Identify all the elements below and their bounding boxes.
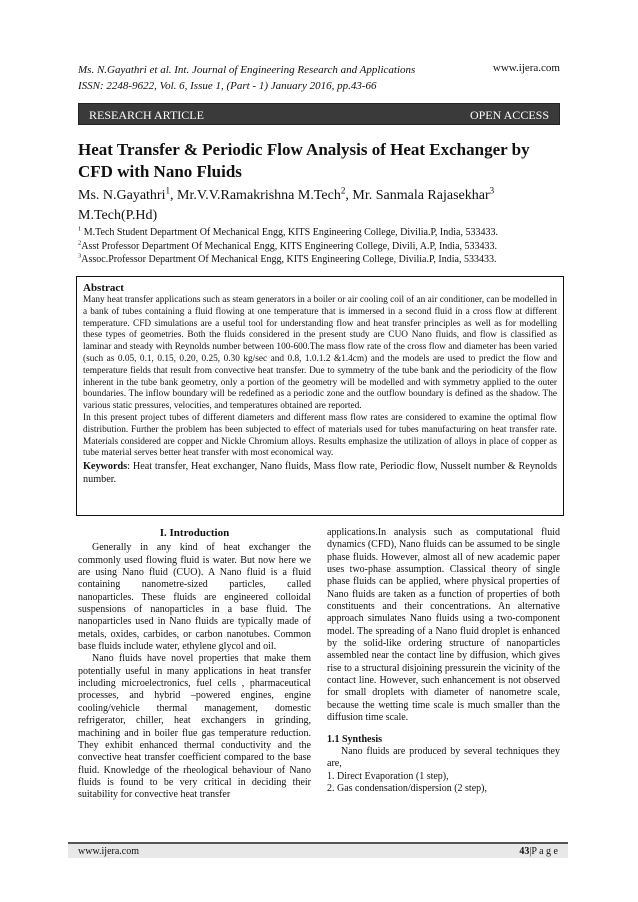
page-number-value: 43 xyxy=(519,846,530,857)
author-3: , Mr. Sanmala Rajasekhar xyxy=(345,188,490,203)
research-article-label: RESEARCH ARTICLE xyxy=(89,108,204,122)
citation-line-1: Ms. N.Gayathri et al. Int. Journal of Engineering Research and Applications xyxy=(78,64,416,76)
synthesis-list-item-2: 2. Gas condensation/dispersion (2 step), xyxy=(327,782,487,794)
page-number-label: |P a g e xyxy=(529,846,558,857)
section-heading-introduction: I. Introduction xyxy=(159,527,230,539)
open-access-label: OPEN ACCESS xyxy=(469,108,549,122)
paper-title: Heat Transfer & Periodic Flow Analysis of Heat Exchanger by CFD with Nano Fluids xyxy=(78,140,530,181)
abstract-paragraph-1: Many heat transfer applications such as steam generators in a boiler or air cooling coil of an air conditioner, can be modelled in a bank of tubes containing a fluid flowing at one temperature that is immersed in a second fluid in a cross flow at different temperature. CFD simulations are a useful tool for understanding flow and heat transfer principles as well as for modelling these types of geometries. Both the fluids considered in the present study are CUO Nano fluids, and flow is classified as laminar and steady with Reynolds number between 100-600.The mass flow rate of the cross flow and diameter has been varied (such as 0.05, 0.1, 0.15, 0.20, 0.25, 0.30 kg/sec and 0.8, 1.0.1.2 &1.4cm) and the models are used to predict the flow and temperature fields that result from convective heat transfer. Due to symmetry of the tube bank and the periodicity of the flow inherent in the tube bank geometry, only a portion of the geometry will be modelled and with symmetry applied to the outer boundaries. The inflow boundary will be redefined as a periodic zone and the outflow boundary is defined as the shadow. The various static pressures, velocities, and temperatures obtained are reported. xyxy=(83,295,557,412)
keywords-label: Keywords xyxy=(83,461,128,473)
abstract-box xyxy=(76,276,564,516)
synthesis-paragraph: Nano fluids are produced by several techniques they are, xyxy=(327,745,560,770)
intro-paragraph-2: Nano fluids have novel properties that make them potentially useful in many applications in heat transfer including microelectronics, fuel cells , pharmaceutical processes, and hybrid –powered engines, engine cooling/vehicle thermal management, domestic refrigerator, chiller, heat exchangers in grinding, machining and in boiler flue gas temperature reduction. They exhibit enhanced thermal conductivity and the convective heat transfer coefficient compared to the base fluid. Knowledge of the rheological behaviour of Nano fluids is found to be very critical in deciding their suitability for convective heat transfer xyxy=(78,653,311,801)
abstract-heading: Abstract xyxy=(83,282,124,294)
affiliation-3 xyxy=(78,253,560,267)
footer-website-link[interactable]: www.ijera.com xyxy=(78,846,139,857)
author-3-degree: M.Tech(P.Hd) xyxy=(78,208,158,223)
author-2: , Mr.V.V.Ramakrishna M.Tech xyxy=(170,188,341,203)
affiliation-3-text: Assoc.Professor Department Of Mechanical Engg, KITS Engineering College, Divilia.P, India, 533433. xyxy=(81,254,497,265)
header-website-link[interactable]: www.ijera.com xyxy=(492,62,560,74)
page-number xyxy=(519,845,558,859)
affiliation-2-text: Asst Professor Department Of Mechanical Engg, KITS Engineering College, Divili, A.P, India, 533433. xyxy=(81,240,498,252)
affiliation-3-sup: 3 xyxy=(78,253,82,260)
author-3-sup: 3 xyxy=(489,185,495,196)
author-1: Ms. N.Gayathri xyxy=(78,188,166,203)
abstract-paragraph-2: In this present project tubes of different diameters and different mass flow rates are considered to examine the optimal flow distribution. Further the problem has been subjected to effect of materials used for tubes manufacturing on heat transfer rate. Materials considered are copper and Nickle Chromium alloys. Results emphasize the utilization of alloys in place of copper as tube material serves better heat transfer with most economical way. xyxy=(83,412,557,459)
intro-paragraph-3: applications.In analysis such as computational fluid dynamics (CFD), Nano fluids can be assumed to be single phase fluids. However, almost all of new academic paper uses two-phase assumption. Classical theory of single phase fluids can be applied, where physical properties of Nano fluids are taken as a function of properties of both constituents and their concentrations. An alternative approach simulates Nano fluids using a two-component model. The spreading of a Nano fluid droplet is enhanced by the solid-like ordering structure of nanoparticles assembled near the contact line by diffusion, which gives rise to a structural disjoining pressurein the vicinity of the contact line. However, such enhancement is not observed for small droplets with diameter of nanometre scale, because the wetting time scale is much smaller than the diffusion time scale. xyxy=(327,527,560,724)
keywords xyxy=(83,461,557,486)
running-header-citation xyxy=(78,62,498,94)
affiliation-1-sup: 1 xyxy=(78,226,82,233)
affiliation-2-sup: 2 xyxy=(78,239,82,247)
affiliation-2 xyxy=(78,240,560,254)
keywords-text: : Heat transfer, Heat exchanger, Nano fluids, Mass flow rate, Periodic flow, Nusselt number & Reynolds number. xyxy=(83,461,557,485)
page-footer xyxy=(68,842,568,858)
affiliation-1-text: M.Tech Student Department Of Mechanical Engg, KITS Engineering College, Divilia.P, India, 533433. xyxy=(81,227,498,238)
citation-line-2: ISSN: 2248-9622, Vol. 6, Issue 1, (Part - 1) January 2016, pp.43-66 xyxy=(78,80,377,92)
synthesis-list-item-1: 1. Direct Evaporation (1 step), xyxy=(327,770,449,782)
author-list xyxy=(78,186,560,226)
author-2-sup: 2 xyxy=(340,185,346,196)
affiliation-1 xyxy=(78,226,560,240)
right-column xyxy=(327,527,560,795)
author-1-sup: 1 xyxy=(165,185,171,196)
affiliations xyxy=(78,226,560,267)
subsection-heading-synthesis: 1.1 Synthesis xyxy=(327,733,383,745)
article-type-banner xyxy=(78,103,560,125)
left-column xyxy=(78,527,311,802)
intro-paragraph-1: Generally in any kind of heat exchanger the commonly used flowing fluid is water. But now here we are using Nano fluid (CUO). A Nano fluid is a fluid containing nanometre-sized particles, called nanoparticles. These fluids are engineered colloidal suspensions of nanoparticles in a base fluid. The nanoparticles used in Nano fluids are typically made of metals, oxides, carbides, or carbon nanotubes. Common base fluids include water, ethylene glycol and oil. xyxy=(78,542,311,653)
